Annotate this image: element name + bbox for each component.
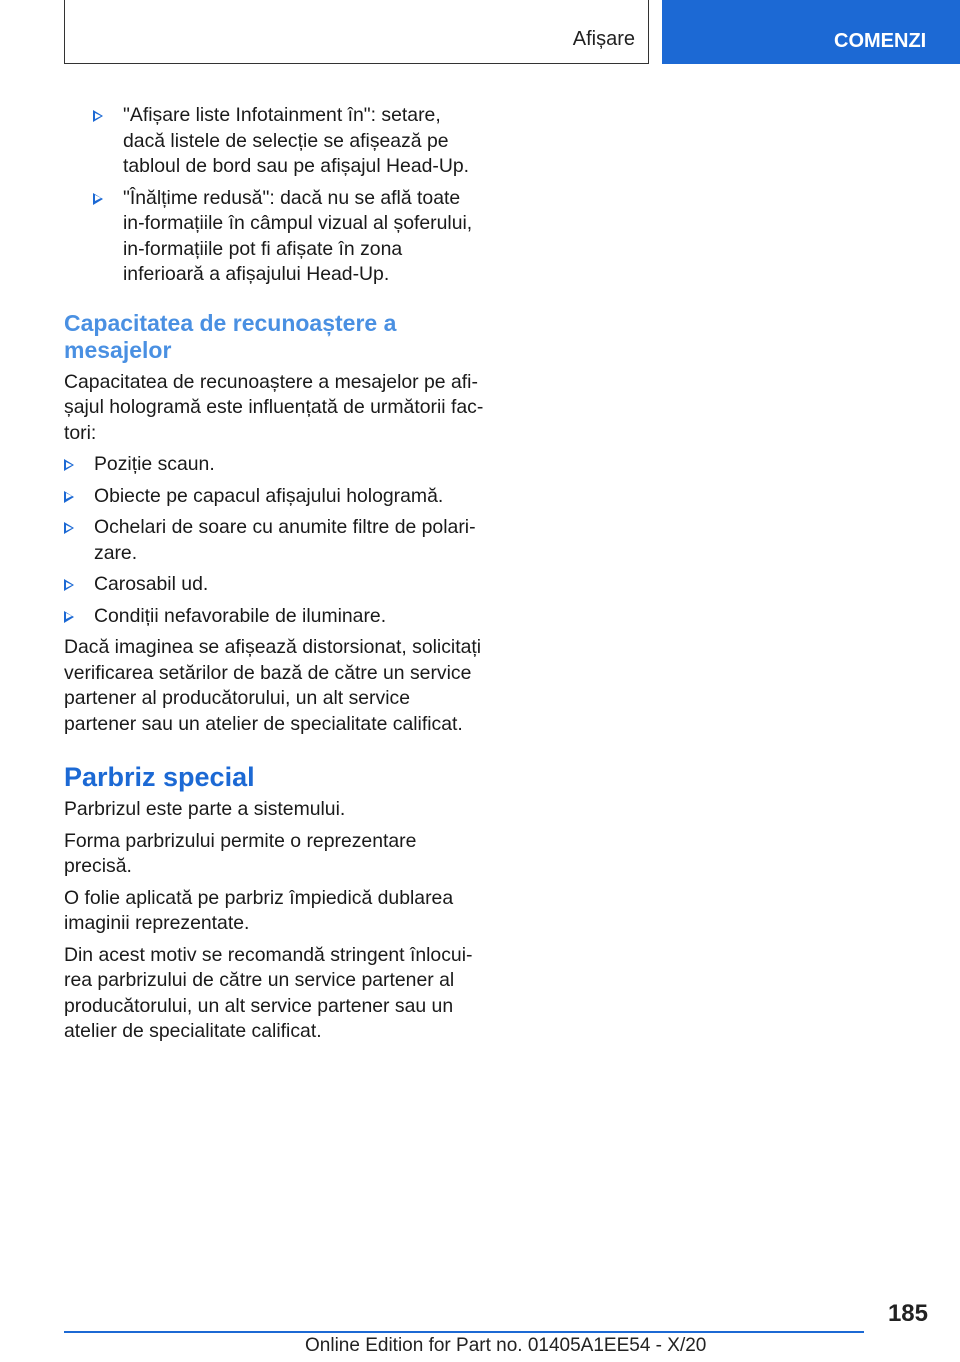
windshield-paragraph: Parbrizul este parte a sistemului. <box>64 798 346 820</box>
footer-edition: Online Edition for Part no. 01405A1EE54 - X/20 <box>305 1335 707 1356</box>
recognition-note: Dacă imaginea se afișează distorsionat, solicitați verificarea setărilor de bază de către un service partener al producătorului, un alt service partener sau un atelier de specialitate calificat. <box>64 636 482 735</box>
recognition-heading: Capacitatea de recunoaștere a mesajelor <box>64 309 397 363</box>
windshield-paragraph: O folie aplicată pe parbriz împiedică dublarea imaginii reprezentate. <box>64 886 454 934</box>
triangle-bullet-icon <box>93 193 103 205</box>
section-title: Afișare <box>572 28 635 50</box>
list-item <box>64 572 484 598</box>
list-item <box>64 452 484 478</box>
list-item <box>64 515 484 566</box>
windshield-heading: Parbriz special <box>64 762 255 792</box>
list-item <box>64 604 484 630</box>
list-item-text: "Afișare liste Infotainment în": setare, dacă listele de selecție se afișează pe tabloul de bord sau pe afișajul Head-Up. <box>123 104 470 177</box>
main-column <box>64 103 484 1051</box>
recognition-intro: Capacitatea de recunoaștere a mesajelor pe afi‐șajul hologramă este influențată de următorii fac‐tori: <box>64 370 484 444</box>
triangle-bullet-icon <box>64 459 74 471</box>
list-item-text: Carosabil ud. <box>94 573 209 595</box>
triangle-bullet-icon <box>64 579 74 591</box>
footer-divider <box>64 1331 864 1333</box>
triangle-bullet-icon <box>64 522 74 534</box>
windshield-paragraph: Forma parbrizului permite o reprezentare precisă. <box>64 829 417 877</box>
triangle-bullet-icon <box>93 110 103 122</box>
list-item-text: "Înălțime redusă": dacă nu se află toate in‐formațiile în câmpul vizual al șoferului, in‐formațiile pot fi afișate în zona inferioară a afișajului Head-Up. <box>123 186 473 285</box>
page-number: 185 <box>887 1300 928 1327</box>
windshield-paragraph: Din acest motiv se recomandă stringent înlocui‐rea parbrizului de către un service partener al producătorului, un alt service partener sau un atelier de specialitate calificat. <box>64 943 473 1042</box>
triangle-bullet-icon <box>64 491 74 503</box>
list-item-text: Obiecte pe capacul afișajului hologramă. <box>94 484 444 507</box>
list-item-text: Poziție scaun. <box>94 453 215 475</box>
list-item <box>64 484 484 510</box>
list-item <box>64 103 484 180</box>
triangle-bullet-icon <box>64 611 74 623</box>
header-frame <box>64 0 649 64</box>
tab-comenzi[interactable]: COMENZI <box>662 0 960 64</box>
list-item <box>64 186 484 288</box>
list-item-text: Condiții nefavorabile de iluminare. <box>94 604 387 627</box>
list-item-text: Ochelari de soare cu anumite filtre de polari‐zare. <box>94 516 476 564</box>
